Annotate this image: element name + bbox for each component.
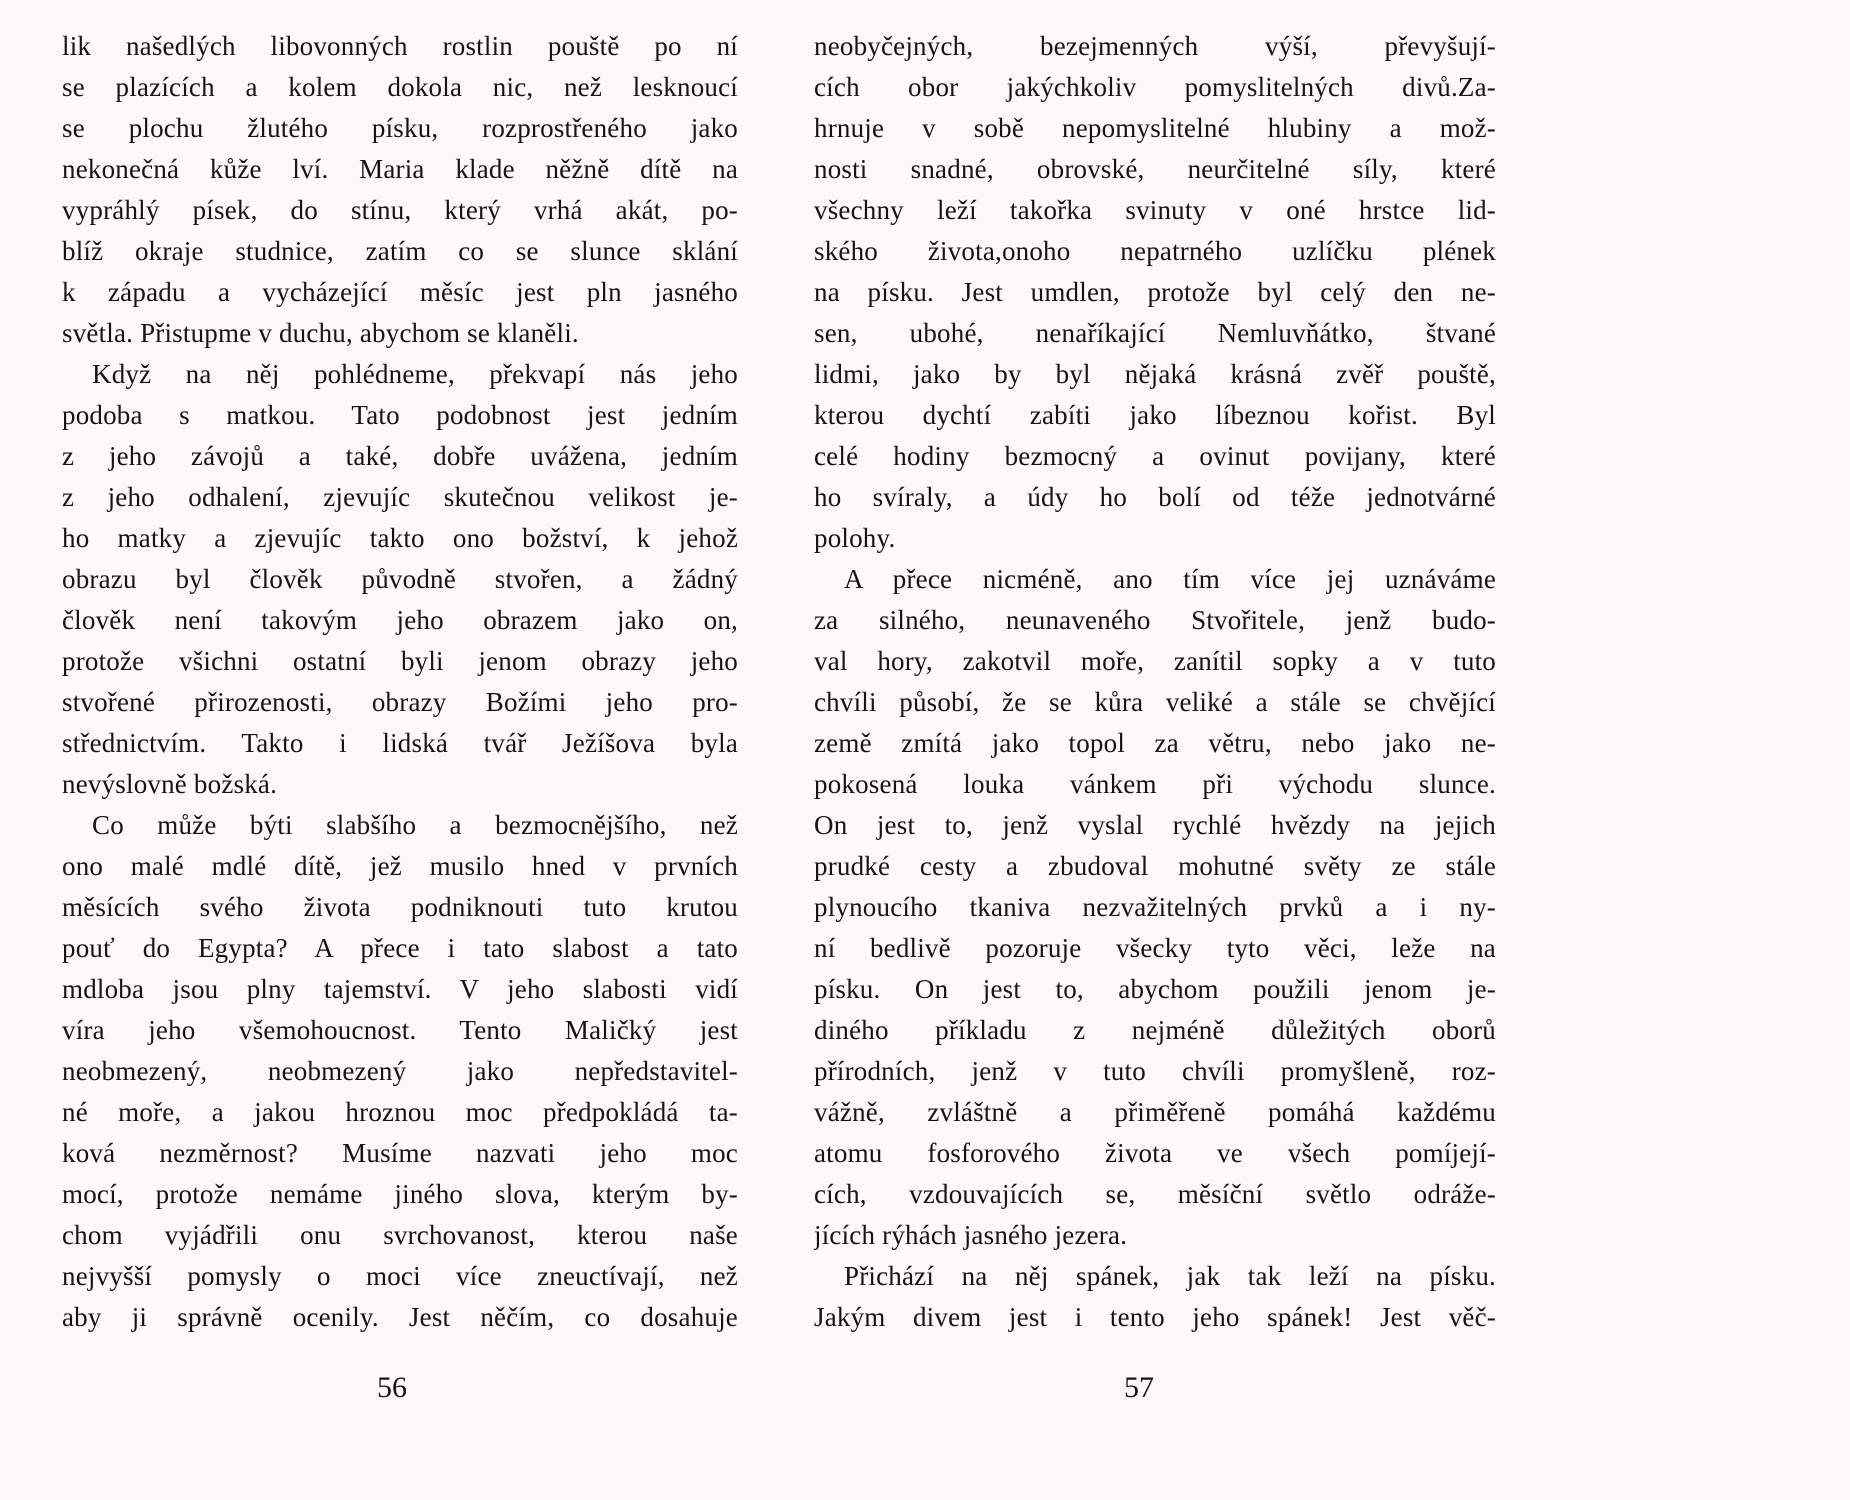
text-line: Přichází na něj spánek, jak tak leží na písku. bbox=[844, 1261, 1496, 1291]
text-line: vypráhlý písek, do stínu, který vrhá akát, po- bbox=[62, 195, 738, 225]
text-line: On jest to, jenž vyslal rychlé hvězdy na jejich bbox=[814, 810, 1496, 840]
page-number-right: 57 bbox=[1124, 1371, 1154, 1404]
text-line: val hory, zakotvil moře, zanítil sopky a v tuto bbox=[814, 646, 1496, 676]
text-line: polohy. bbox=[814, 523, 896, 553]
text-line: ho svíraly, a údy ho bolí od téže jednotvárné bbox=[814, 482, 1496, 512]
text-line: k západu a vycházející měsíc jest pln jasného bbox=[62, 277, 738, 307]
text-line: ho matky a zjevujíc takto ono božství, k jehož bbox=[62, 523, 738, 553]
page-number-left: 56 bbox=[377, 1371, 407, 1404]
text-line: přírodních, jenž v tuto chvíli promyšleně, roz- bbox=[814, 1056, 1496, 1086]
text-line: ského života,onoho nepatrného uzlíčku plének bbox=[814, 236, 1496, 266]
text-line: jících rýhách jasného jezera. bbox=[814, 1220, 1128, 1250]
text-line: A přece nicméně, ano tím více jej uznáváme bbox=[844, 564, 1496, 594]
page-left-text-column bbox=[62, 26, 738, 1338]
text-line: chvíli působí, že se kůra veliké a stále se chvějící bbox=[814, 687, 1496, 717]
text-line: Jakým divem jest i tento jeho spánek! Jest věč- bbox=[814, 1302, 1496, 1332]
text-line: aby ji správně ocenily. Jest něčím, co dosahuje bbox=[62, 1302, 738, 1332]
text-line: prudké cesty a zbudoval mohutné světy ze stále bbox=[814, 851, 1496, 881]
text-line: celé hodiny bezmocný a ovinut povijany, které bbox=[814, 441, 1496, 471]
text-line: se plazících a kolem dokola nic, než lesknoucí bbox=[62, 72, 738, 102]
text-line: diného příkladu z nejméně důležitých oborů bbox=[814, 1015, 1496, 1045]
text-line: z jeho odhalení, zjevujíc skutečnou velikost je- bbox=[62, 482, 738, 512]
text-line: podoba s matkou. Tato podobnost jest jedním bbox=[62, 400, 738, 430]
text-line: obrazu byl člověk původně stvořen, a žádný bbox=[62, 564, 738, 594]
text-line: mocí, protože nemáme jiného slova, kterým by- bbox=[62, 1179, 738, 1209]
text-line: cích obor jakýchkoliv pomyslitelných divů.Za- bbox=[814, 72, 1496, 102]
text-line: nosti snadné, obrovské, neurčitelné síly, které bbox=[814, 154, 1496, 184]
text-line: neobmezený, neobmezený jako nepředstavitel- bbox=[62, 1056, 738, 1086]
text-line: hrnuje v sobě nepomyslitelné hlubiny a mož- bbox=[814, 113, 1496, 143]
text-line: Když na něj pohlédneme, překvapí nás jeho bbox=[92, 359, 738, 389]
text-line: písku. On jest to, abychom použili jenom je- bbox=[814, 974, 1496, 1004]
text-line: světla. Přistupme v duchu, abychom se klaněli. bbox=[62, 318, 579, 348]
text-line: lik našedlých libovonných rostlin pouště po ní bbox=[62, 31, 738, 61]
text-line: střednictvím. Takto i lidská tvář Ježíšova byla bbox=[62, 728, 738, 758]
text-line: země zmítá jako topol za větru, nebo jako ne- bbox=[814, 728, 1496, 758]
text-line: kterou dychtí zabíti jako líbeznou kořist. Byl bbox=[814, 400, 1496, 430]
text-line: cích, vzdouvajících se, měsíční světlo odráže- bbox=[814, 1179, 1496, 1209]
text-line: ono malé mdlé dítě, jež musilo hned v prvních bbox=[62, 851, 738, 881]
text-line: nejvyšší pomysly o moci více zneuctívají, než bbox=[62, 1261, 738, 1291]
text-line: za silného, neunaveného Stvořitele, jenž budo- bbox=[814, 605, 1496, 635]
text-line: vážně, zvláštně a přiměřeně pomáhá každému bbox=[814, 1097, 1496, 1127]
text-line: nekonečná kůže lví. Maria klade něžně dítě na bbox=[62, 154, 738, 184]
text-line: pokosená louka vánkem při východu slunce. bbox=[814, 769, 1496, 799]
text-line: z jeho závojů a také, dobře uvážena, jedním bbox=[62, 441, 738, 471]
text-line: lidmi, jako by byl nějaká krásná zvěř pouště, bbox=[814, 359, 1496, 389]
text-line: víra jeho všemohoucnost. Tento Maličký jest bbox=[62, 1015, 738, 1045]
text-line: plynoucího tkaniva nezvažitelných prvků a i ny- bbox=[814, 892, 1496, 922]
text-line: atomu fosforového života ve všech pomíjejí- bbox=[814, 1138, 1496, 1168]
text-line: stvořené přirozenosti, obrazy Božími jeho pro- bbox=[62, 687, 738, 717]
text-line: chom vyjádřili onu svrchovanost, kterou naše bbox=[62, 1220, 738, 1250]
text-line: člověk není takovým jeho obrazem jako on, bbox=[62, 605, 738, 635]
text-line: na písku. Jest umdlen, protože byl celý den ne- bbox=[814, 277, 1496, 307]
text-line: Co může býti slabšího a bezmocnějšího, než bbox=[92, 810, 738, 840]
text-line: né moře, a jakou hroznou moc předpokládá ta- bbox=[62, 1097, 738, 1127]
text-line: protože všichni ostatní byli jenom obrazy jeho bbox=[62, 646, 738, 676]
text-line: měsících svého života podniknouti tuto krutou bbox=[62, 892, 738, 922]
text-line: se plochu žlutého písku, rozprostřeného jako bbox=[62, 113, 738, 143]
text-line: nevýslovně božská. bbox=[62, 769, 278, 799]
text-line: všechny leží takořka svinuty v oné hrstce lid- bbox=[814, 195, 1496, 225]
text-line: ní bedlivě pozoruje všecky tyto věci, leže na bbox=[814, 933, 1496, 963]
text-line: neobyčejných, bezejmenných výší, převyšují- bbox=[814, 31, 1496, 61]
text-line: sen, ubohé, nenaříkající Nemluvňátko, štvané bbox=[814, 318, 1496, 348]
text-line: ková nezměrnost? Musíme nazvati jeho moc bbox=[62, 1138, 738, 1168]
text-line: blíž okraje studnice, zatím co se slunce sklání bbox=[62, 236, 738, 266]
text-line: mdloba jsou plny tajemství. V jeho slabosti vidí bbox=[62, 974, 738, 1004]
page-right-text-column bbox=[814, 26, 1496, 1338]
text-line: pouť do Egypta? A přece i tato slabost a tato bbox=[62, 933, 738, 963]
